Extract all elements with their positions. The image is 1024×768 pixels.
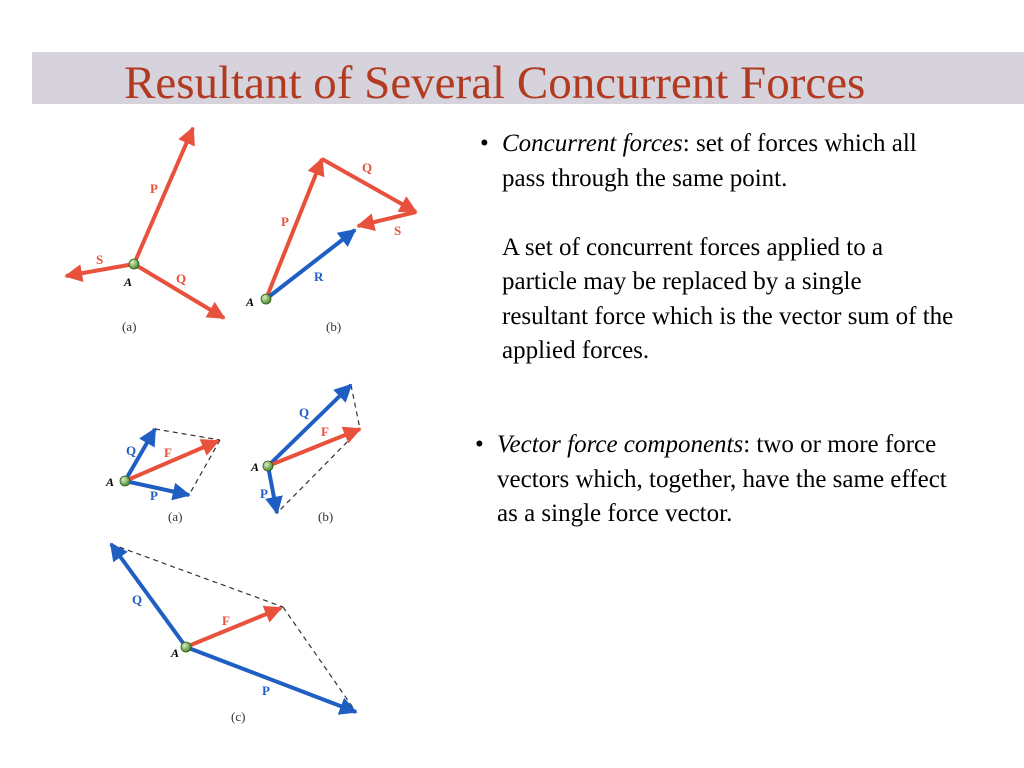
diagram-mid-a: [105, 429, 220, 524]
label-s: S: [96, 252, 104, 267]
point-a: [261, 294, 271, 304]
label-p: P: [262, 683, 270, 698]
diagram-mid-b: [250, 385, 360, 524]
caption-a: (a): [168, 509, 183, 524]
label-q: Q: [132, 592, 143, 607]
label-point-a: A: [171, 646, 180, 660]
vector-p: [268, 466, 277, 513]
vector-s: [358, 212, 416, 226]
label-point-a: A: [106, 475, 115, 489]
label-p: P: [150, 488, 158, 503]
bullet-line: as a single force vector.: [497, 500, 733, 527]
label-f: F: [164, 445, 172, 460]
label-point-a: A: [251, 460, 260, 474]
label-point-a: A: [246, 295, 255, 309]
caption-c: (c): [231, 709, 246, 724]
label-q: Q: [126, 443, 137, 458]
dashed-side: [277, 429, 360, 513]
paragraph-line: resultant force which is the vector sum of the: [502, 302, 954, 330]
label-p: P: [281, 214, 289, 229]
label-r: R: [314, 269, 324, 284]
caption-b: (b): [326, 319, 342, 334]
vector-f: [186, 608, 281, 647]
vector-q: [268, 385, 351, 466]
label-f: F: [222, 613, 230, 628]
label-p: P: [260, 486, 268, 501]
bullet-dot: •: [475, 431, 484, 458]
dashed-side: [351, 385, 360, 429]
diagram-top-b: [245, 159, 416, 334]
diagram-top-a: [66, 128, 224, 334]
bullet-dot: •: [480, 130, 489, 157]
label-p: P: [150, 181, 158, 196]
label-point-a: A: [124, 275, 133, 289]
diagram-bot-c: [111, 544, 356, 724]
vector-p: [186, 647, 356, 712]
vector-p: [134, 128, 193, 264]
caption-a: (a): [122, 319, 137, 334]
label-q: Q: [299, 405, 310, 420]
label-q: Q: [362, 160, 373, 175]
bullet-line: pass through the same point.: [502, 164, 788, 192]
label-f: F: [321, 424, 329, 439]
point-a: [181, 642, 191, 652]
paragraph-line: A set of concurrent forces applied to a: [502, 233, 884, 261]
bullet-line: vectors which, together, have the same effect: [497, 465, 947, 493]
slide-title: Resultant of Several Concurrent Forces: [124, 57, 866, 109]
definition-text: : set of forces which all: [682, 130, 917, 157]
definition-text: : two or more force: [743, 431, 937, 458]
point-a: [129, 259, 139, 269]
point-a: [263, 461, 273, 471]
label-q: Q: [176, 271, 187, 286]
point-a: [120, 476, 130, 486]
label-s: S: [394, 223, 402, 238]
term-vector-components: Vector force components: [497, 431, 744, 458]
term-concurrent-forces: Concurrent forces: [502, 130, 683, 157]
paragraph-line: applied forces.: [502, 337, 650, 364]
vector-q: [111, 544, 186, 647]
paragraph-line: particle may be replaced by a single: [502, 268, 862, 295]
caption-b: (b): [318, 509, 334, 524]
vector-f: [268, 429, 360, 466]
dashed-side: [155, 429, 220, 440]
